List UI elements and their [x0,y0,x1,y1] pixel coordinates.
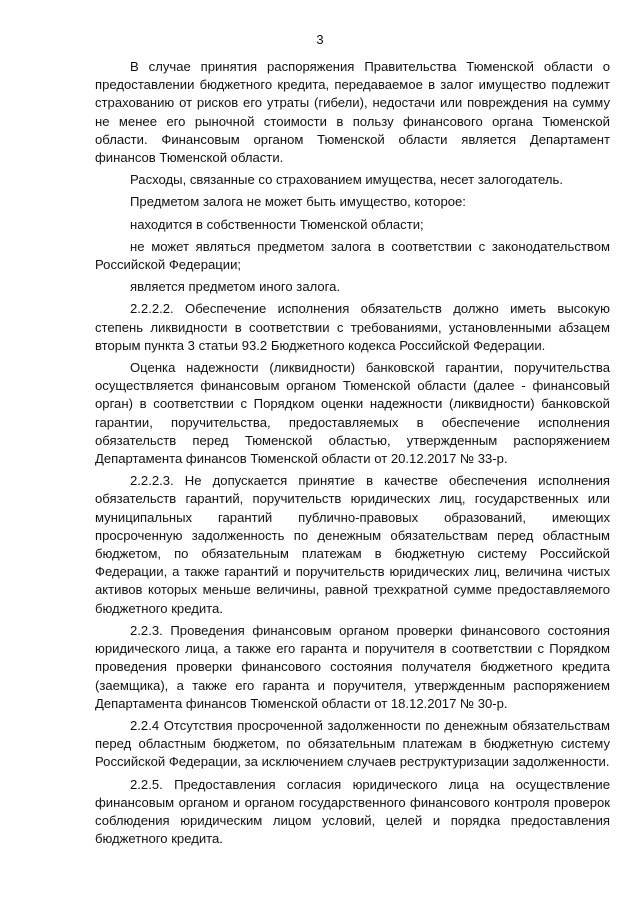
paragraph-2-2-3: 2.2.3. Проведения финансовым органом проверки финансового состояния юридического лица, а также его гаранта и поручителя в соответствии с Порядком проведения проверки финансового состояния получателя бюджетного кредита (заемщика), а также его гаранта и поручителя, утвержденным распоряжением Департамента финансов Тюменской области от 18.12.2017 № 30-р. [95,622,610,711]
paragraph-2-2-5: 2.2.5. Предоставления согласия юридического лица на осуществление финансовым органом и органом государственного финансового контроля проверок соблюдения юридическим лицом условий, целей и порядка предоставления бюджетного кредита. [95,776,610,847]
paragraph-restriction-law: не может являться предметом залога в соответствии с законодательством Российской Федерации; [95,238,610,273]
paragraph-insurance-costs: Расходы, связанные со страхованием имущества, несет залогодатель. [130,172,563,188]
paragraph-pledge-restrictions: Предметом залога не может быть имущество, которое: [130,194,466,210]
paragraph-guarantee-assessment: Оценка надежности (ликвидности) банковской гарантии, поручительства осуществляется финансовым органом Тюменской области (далее - финансовый орган) в соответствии с Порядком оценки надежности (ликвидности) банковской гарантии, поручительства, предоставляемых в обеспечение исполнения обязательств перед Тюменской областью, утвержденным распоряжением Департамента финансов Тюменской области от 20.12.2017 № 33-р. [95,360,610,467]
page-number: 3 [316,32,324,47]
paragraph-pledge-insurance: В случае принятия распоряжения Правительства Тюменской области о предоставлении бюджетного кредита, передаваемое в залог имущество подлежит страхованию от рисков его утраты (гибели), недостачи или повреждения на сумму не менее его рыночной стоимости в пользу финансового органа Тюменской области. Финансовым органом Тюменской области является Департамент финансов Тюменской области. [95,59,610,166]
paragraph-2-2-2-2: 2.2.2.2. Обеспечение исполнения обязательств должно иметь высокую степень ликвидности в соответствии с требованиями, установленными абзацем вторым пункта 3 статьи 93.2 Бюджетного кодекса Российской Федерации. [95,301,610,353]
paragraph-restriction-other-pledge: является предметом иного залога. [130,279,341,295]
paragraph-restriction-ownership: находится в собственности Тюменской области; [130,216,424,232]
paragraph-2-2-4: 2.2.4 Отсутствия просроченной задолженности по денежным обязательствам перед областным бюджетом, по обязательным платежам в бюджетную систему Российской Федерации, за исключением случаев реструктуризации задолженности. [95,717,610,770]
document-body [95,58,610,848]
paragraph-2-2-2-3: 2.2.2.3. Не допускается принятие в качестве обеспечения исполнения обязательств гарантий, поручительств юридических лиц, государственных или муниципальных гарантий публично-правовых образований, имеющих просроченную задолженность по денежным обязательствам перед областным бюджетом, по обязательным платежам в бюджетную систему Российской Федерации, а также гарантий и поручительств юридических лиц, величина чистых активов которых меньше величины, равной трехкратной сумме предоставляемого бюджетного кредита. [95,473,610,616]
